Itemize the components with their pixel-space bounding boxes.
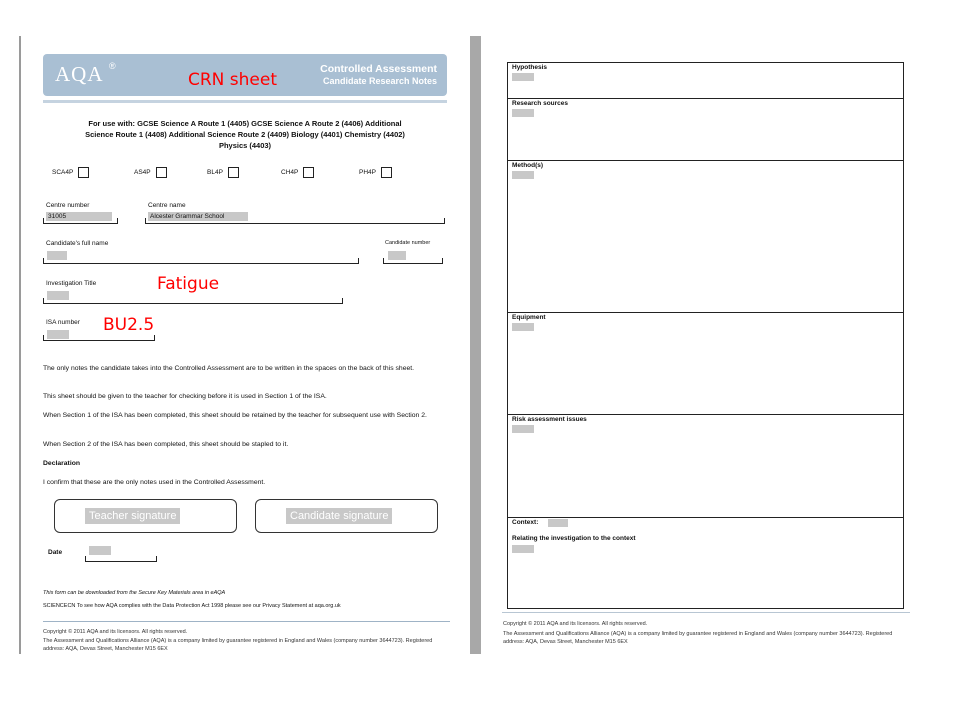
banner-subtitle: Candidate Research Notes — [322, 76, 437, 86]
checkbox-box[interactable] — [381, 167, 392, 178]
checkbox-box[interactable] — [78, 167, 89, 178]
centre-name-value[interactable]: Alcester Grammar School — [148, 212, 248, 221]
centre-number-value[interactable]: 31005 — [46, 212, 112, 221]
annotation-crn-sheet: CRN sheet — [188, 70, 278, 90]
risk-assessment-section[interactable] — [508, 415, 903, 518]
candidate-name-underline — [43, 258, 359, 264]
aqa-logo: AQA — [55, 62, 104, 86]
methods-field[interactable] — [512, 171, 534, 179]
investigation-title-underline — [43, 298, 343, 304]
iba-number-label: ISA number — [46, 319, 80, 326]
equipment-field[interactable] — [512, 323, 534, 331]
checkbox-as4p[interactable] — [134, 165, 167, 179]
declaration-heading: Declaration — [43, 460, 81, 467]
for-use-with-text: For use with: GCSE Science A Route 1 (4405) GCSE Science A Route 2 (4406) Additional Science Route 1 (4408) Additional Science Route 2 (4409) Biology (4401) Chemistry (4402) Physics (4403) — [85, 119, 405, 150]
left-page-edge — [19, 36, 21, 654]
teacher-signature-box[interactable] — [54, 499, 237, 533]
checkbox-label: BL4P — [207, 168, 223, 176]
left-footer-rule — [43, 621, 450, 622]
checkbox-label: PH4P — [359, 168, 376, 176]
instruction-paragraph-2: This sheet should be given to the teacher for checking before it is used in Section 1 of the ISA. — [43, 393, 327, 400]
checkbox-label: AS4P — [134, 168, 151, 176]
research-sources-label: Research sources — [512, 100, 569, 107]
checkbox-box[interactable] — [228, 167, 239, 178]
research-sources-section[interactable] — [508, 99, 903, 161]
relating-context-field[interactable] — [512, 545, 534, 553]
teacher-signature-field[interactable]: Teacher signature — [85, 508, 180, 524]
annotation-bu2-5: BU2.5 — [103, 315, 155, 335]
centre-name-label: Centre name — [148, 202, 186, 209]
checkbox-label: CH4P — [281, 168, 299, 176]
context-field[interactable] — [548, 519, 568, 527]
banner-title: Controlled Assessment — [320, 63, 437, 75]
right-copyright: Copyright © 2011 AQA and its licensors. All rights reserved. — [503, 621, 648, 627]
download-note: This form can be downloaded from the Secure Key Materials area in eAQA — [43, 590, 226, 596]
checkbox-sca4p[interactable] — [52, 165, 89, 179]
context-label: Context: — [512, 519, 539, 526]
checkbox-bl4p[interactable] — [207, 165, 239, 179]
instruction-paragraph-4: When Section 2 of the ISA has been completed, this sheet should be stapled to it. — [43, 441, 289, 448]
candidate-name-label: Candidate's full name — [46, 240, 109, 247]
checkbox-box[interactable] — [303, 167, 314, 178]
page-gutter — [470, 36, 481, 654]
instruction-paragraph-1: The only notes the candidate takes into the Controlled Assessment are to be written in the spaces on the back of this sheet. — [43, 365, 415, 372]
candidate-number-label: Candidate number — [385, 240, 431, 246]
candidate-number-underline — [383, 258, 443, 264]
hypothesis-section[interactable] — [508, 63, 903, 99]
investigation-title-label: Investigation Title — [46, 280, 97, 287]
equipment-label: Equipment — [512, 314, 546, 321]
annotation-fatigue: Fatigue — [157, 274, 220, 294]
centre-name-underline — [145, 218, 445, 224]
methods-section[interactable] — [508, 161, 903, 313]
logo-registered-mark: ® — [109, 61, 116, 71]
date-value[interactable] — [89, 546, 111, 555]
relating-context-label: Relating the investigation to the context — [512, 535, 636, 542]
right-legal-text: The Assessment and Qualifications Alliance (AQA) is a company limited by guarantee registered in England and Wales (company number 3644723). Registered address: AQA, Devas Street, Manchester M15 6EX — [503, 631, 893, 645]
iba-number-underline — [43, 335, 155, 341]
checkbox-box[interactable] — [156, 167, 167, 178]
right-footer-rule — [502, 612, 910, 613]
left-legal-text: The Assessment and Qualifications Alliance (AQA) is a company limited by guarantee registered in England and Wales (company number 3644723). Registered address: AQA, Devas Street, Manchester M15 6EX — [43, 638, 433, 652]
banner-underline — [43, 100, 447, 103]
centre-number-underline — [43, 218, 118, 224]
data-protection-note: SCIENCECN To see how AQA complies with the Data Protection Act 1998 please see our Privacy Statement at aqa.org.uk — [43, 603, 341, 609]
checkbox-ch4p[interactable] — [281, 165, 314, 179]
checkbox-ph4p[interactable] — [359, 165, 392, 179]
centre-number-label: Centre number — [46, 202, 90, 209]
instruction-paragraph-3: When Section 1 of the ISA has been completed, this sheet should be retained by the teacher for subsequent use with Section 2. — [43, 412, 427, 419]
left-copyright: Copyright © 2011 AQA and its licensors. All rights reserved. — [43, 629, 188, 635]
date-label: Date — [48, 549, 63, 556]
checkbox-label: SCA4P — [52, 168, 74, 176]
research-sources-field[interactable] — [512, 109, 534, 117]
methods-label: Method(s) — [512, 162, 544, 169]
declaration-text: I confirm that these are the only notes used in the Controlled Assessment. — [43, 479, 266, 486]
research-notes-frame — [507, 62, 904, 609]
hypothesis-field[interactable] — [512, 73, 534, 81]
context-section[interactable] — [508, 518, 903, 609]
equipment-section[interactable] — [508, 313, 903, 415]
risk-assessment-field[interactable] — [512, 425, 534, 433]
date-underline — [85, 556, 157, 562]
candidate-signature-field[interactable]: Candidate signature — [286, 508, 392, 524]
risk-assessment-label: Risk assessment issues — [512, 416, 587, 423]
hypothesis-label: Hypothesis — [512, 64, 548, 71]
candidate-signature-box[interactable] — [255, 499, 438, 533]
